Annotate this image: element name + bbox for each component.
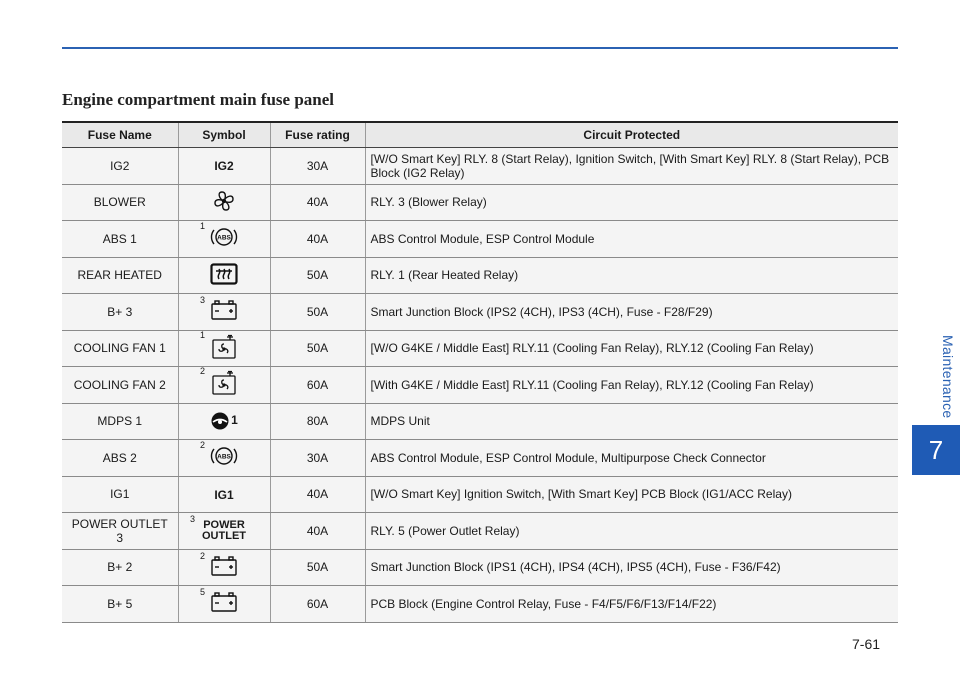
symbol-cell: [178, 294, 270, 331]
symbol-cell: [178, 586, 270, 623]
table-row: [62, 367, 898, 404]
header-circuit-protected: Circuit Protected: [365, 122, 898, 148]
circuit-protected-cell: [W/O G4KE / Middle East] RLY.11 (Cooling Fan Relay), RLY.12 (Cooling Fan Relay): [365, 330, 898, 367]
fuse-name-cell: B+ 5: [62, 586, 178, 623]
symbol-cell: [178, 257, 270, 294]
fuse-table-body: [62, 148, 898, 623]
header-fuse-name: Fuse Name: [62, 122, 178, 148]
fuse-rating-cell: 30A: [270, 440, 365, 477]
fuse-rating-cell: 60A: [270, 586, 365, 623]
battery-icon: [200, 587, 238, 616]
circuit-protected-cell: RLY. 1 (Rear Heated Relay): [365, 257, 898, 294]
symbol-cell: [178, 440, 270, 477]
steering-icon: 1: [210, 411, 238, 431]
cooling-fan-icon: [200, 329, 238, 363]
fuse-rating-cell: 50A: [270, 330, 365, 367]
ig1-text: IG1: [214, 487, 234, 502]
fuse-name-cell: B+ 2: [62, 549, 178, 586]
chapter-tab: 7: [912, 425, 960, 475]
fuse-name-cell: POWER OUTLET 3: [62, 513, 178, 550]
section-label: Maintenance: [940, 335, 956, 419]
symbol-cell: [178, 513, 270, 550]
fuse-rating-cell: 50A: [270, 257, 365, 294]
abs-icon: [200, 440, 238, 471]
header-fuse-rating: Fuse rating: [270, 122, 365, 148]
fuse-rating-cell: 80A: [270, 403, 365, 440]
table-row: [62, 184, 898, 221]
symbol-footnote: 3: [200, 295, 206, 306]
table-row: [62, 586, 898, 623]
fuse-name-cell: COOLING FAN 2: [62, 367, 178, 404]
table-row: [62, 549, 898, 586]
symbol-footnote: 5: [200, 587, 206, 598]
circuit-protected-cell: ABS Control Module, ESP Control Module, Multipurpose Check Connector: [365, 440, 898, 477]
circuit-protected-cell: [W/O Smart Key] RLY. 8 (Start Relay), Ignition Switch, [With Smart Key] RLY. 8 (Start Relay), PCB Block (IG2 Relay): [365, 148, 898, 185]
symbol-footnote: 2: [200, 440, 206, 451]
table-row: [62, 513, 898, 550]
abs-icon: [200, 221, 238, 252]
table-row: [62, 330, 898, 367]
fuse-name-cell: COOLING FAN 1: [62, 330, 178, 367]
top-rule: [62, 47, 898, 49]
symbol-cell: [178, 367, 270, 404]
symbol-footnote: 1: [200, 329, 206, 340]
fuse-rating-cell: 50A: [270, 549, 365, 586]
circuit-protected-cell: PCB Block (Engine Control Relay, Fuse - F4/F5/F6/F13/F14/F22): [365, 586, 898, 623]
symbol-cell: [178, 549, 270, 586]
symbol-footnote: 2: [200, 550, 206, 561]
fuse-name-cell: B+ 3: [62, 294, 178, 331]
ig2-text: IG2: [214, 159, 234, 174]
table-row: [62, 476, 898, 513]
symbol-cell: [178, 221, 270, 258]
fuse-rating-cell: 40A: [270, 184, 365, 221]
table-row: [62, 403, 898, 440]
svg-text:ABS: ABS: [217, 234, 231, 242]
fuse-rating-cell: 60A: [270, 367, 365, 404]
fuse-name-cell: IG1: [62, 476, 178, 513]
header-symbol: Symbol: [178, 122, 270, 148]
fuse-rating-cell: 40A: [270, 221, 365, 258]
symbol-cell: [178, 476, 270, 513]
fuse-name-cell: BLOWER: [62, 184, 178, 221]
table-row: [62, 294, 898, 331]
page-title: Engine compartment main fuse panel: [62, 90, 334, 109]
circuit-protected-cell: [With G4KE / Middle East] RLY.11 (Cooling Fan Relay), RLY.12 (Cooling Fan Relay): [365, 367, 898, 404]
circuit-protected-cell: Smart Junction Block (IPS1 (4CH), IPS4 (4CH), IPS5 (4CH), Fuse - F36/F42): [365, 549, 898, 586]
circuit-protected-cell: ABS Control Module, ESP Control Module: [365, 221, 898, 258]
fuse-rating-cell: 30A: [270, 148, 365, 185]
symbol-cell: [178, 184, 270, 221]
symbol-footnote: 2: [200, 366, 206, 377]
fuse-name-cell: IG2: [62, 148, 178, 185]
fan-icon: [211, 188, 237, 217]
fuse-rating-cell: 40A: [270, 513, 365, 550]
rear-defrost-icon: [210, 263, 238, 288]
circuit-protected-cell: RLY. 5 (Power Outlet Relay): [365, 513, 898, 550]
svg-text:ABS: ABS: [217, 453, 231, 461]
table-header-row: [62, 122, 898, 148]
fuse-table: [62, 121, 898, 623]
circuit-protected-cell: RLY. 3 (Blower Relay): [365, 184, 898, 221]
symbol-cell: [178, 330, 270, 367]
battery-icon: [200, 550, 238, 580]
circuit-protected-cell: MDPS Unit: [365, 403, 898, 440]
fuse-name-cell: MDPS 1: [62, 403, 178, 440]
circuit-protected-cell: [W/O Smart Key] Ignition Switch, [With Smart Key] PCB Block (IG1/ACC Relay): [365, 476, 898, 513]
table-row: [62, 221, 898, 258]
cooling-fan-icon: [200, 366, 238, 399]
fuse-rating-cell: 50A: [270, 294, 365, 331]
symbol-cell: [178, 403, 270, 440]
circuit-protected-cell: Smart Junction Block (IPS2 (4CH), IPS3 (4CH), Fuse - F28/F29): [365, 294, 898, 331]
symbol-cell: [178, 148, 270, 185]
table-row: [62, 440, 898, 477]
table-row: [62, 257, 898, 294]
table-row: [62, 148, 898, 185]
fuse-name-cell: REAR HEATED: [62, 257, 178, 294]
fuse-name-cell: ABS 1: [62, 221, 178, 258]
symbol-footnote: 3: [190, 513, 196, 524]
power-outlet-symbol: 3 POWER OUTLET: [190, 513, 246, 542]
page-number: 7-61: [852, 636, 881, 652]
fuse-name-cell: ABS 2: [62, 440, 178, 477]
symbol-footnote: 1: [200, 221, 206, 232]
battery-icon: [200, 295, 238, 324]
fuse-rating-cell: 40A: [270, 476, 365, 513]
